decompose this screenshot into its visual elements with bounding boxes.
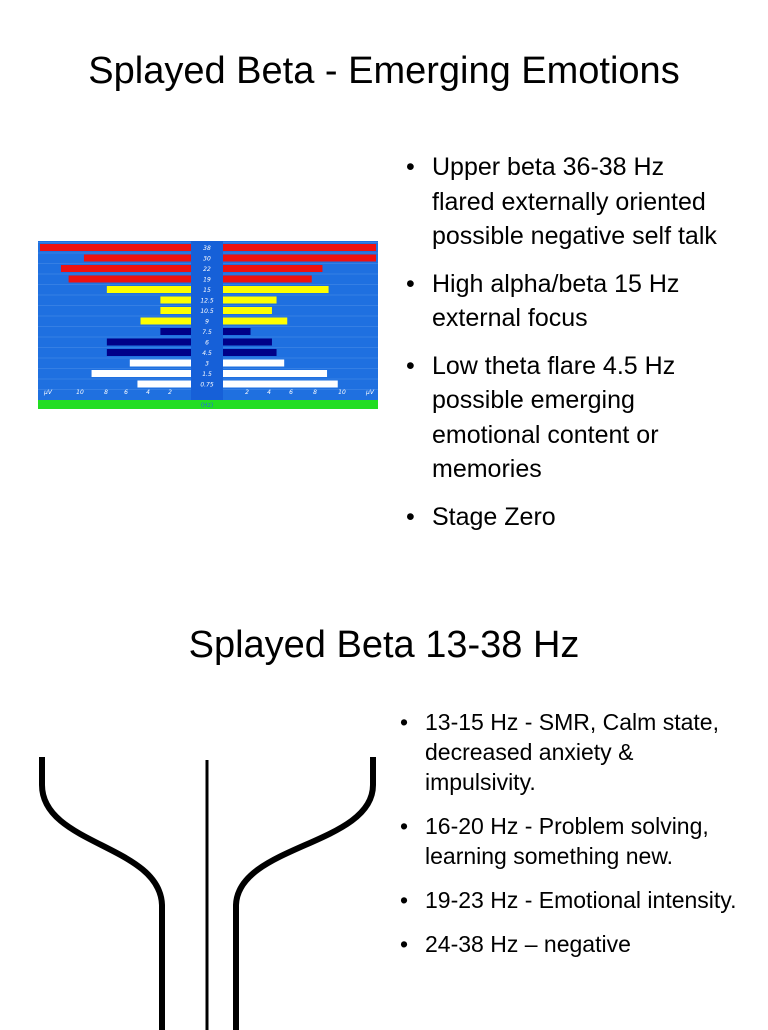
bar-left-38hz bbox=[40, 244, 191, 251]
bar-left-30hz bbox=[84, 255, 191, 262]
x-tick-right: µV bbox=[366, 389, 374, 396]
x-tick-left: 4 bbox=[146, 389, 150, 396]
bullet-problem-solving: • 16-20 Hz - Problem solving, learning something new. bbox=[425, 811, 745, 871]
bar-left-12.5hz bbox=[160, 297, 191, 304]
freq-label-12.5: 12.5 bbox=[200, 297, 214, 305]
eeg-spectrum-chart bbox=[38, 241, 378, 409]
bar-right-4.5hz bbox=[223, 349, 277, 356]
freq-label-10.5: 10.5 bbox=[200, 308, 214, 315]
freq-label-1.5: 1.5 bbox=[202, 371, 212, 378]
x-tick-right: 6 bbox=[289, 389, 293, 396]
bar-right-1.5hz bbox=[223, 370, 327, 377]
slide-title-splayed-beta: Splayed Beta 13-38 Hz bbox=[188, 624, 580, 666]
bullet-emotional-intensity: • 19-23 Hz - Emotional intensity. bbox=[425, 885, 745, 915]
x-tick-right: 8 bbox=[313, 389, 317, 396]
freq-label-0.75: 0.75 bbox=[200, 381, 214, 389]
freq-label-19: 19 bbox=[203, 276, 211, 284]
x-tick-right: 4 bbox=[267, 389, 271, 396]
x-tick-left: 2 bbox=[168, 389, 172, 396]
freq-label-30: 30 bbox=[203, 255, 211, 263]
bullet-list-slide2 bbox=[425, 707, 745, 973]
bar-right-9hz bbox=[223, 318, 287, 325]
freq-label-6: 6 bbox=[205, 339, 209, 347]
bar-right-22hz bbox=[223, 265, 322, 272]
x-tick-left: 8 bbox=[104, 389, 108, 396]
freq-label-7.5: 7.5 bbox=[202, 329, 212, 336]
freq-label-3: 3 bbox=[205, 360, 209, 368]
splayed-beta-curves-diagram bbox=[30, 755, 390, 1030]
center-axis-label: (Hz) bbox=[200, 402, 214, 409]
bar-right-3hz bbox=[223, 360, 284, 367]
bar-left-4.5hz bbox=[107, 349, 191, 356]
bar-left-3hz bbox=[130, 360, 191, 367]
x-tick-right: 2 bbox=[245, 389, 249, 396]
bar-left-22hz bbox=[61, 265, 191, 272]
bar-left-15hz bbox=[107, 286, 191, 293]
freq-label-38: 38 bbox=[203, 245, 211, 252]
bar-right-19hz bbox=[223, 276, 312, 283]
bar-left-6hz bbox=[107, 339, 191, 346]
bar-right-15hz bbox=[223, 286, 329, 293]
bar-left-0.75hz bbox=[137, 381, 191, 388]
bar-left-19hz bbox=[69, 276, 191, 283]
bar-left-9hz bbox=[141, 318, 191, 325]
bullet-upper-beta: • Upper beta 36-38 Hz flared externally oriented possible negative self talk bbox=[432, 150, 732, 254]
x-tick-left: µV bbox=[44, 389, 52, 396]
freq-label-4.5: 4.5 bbox=[202, 350, 212, 357]
bar-left-1.5hz bbox=[92, 370, 191, 377]
bar-right-10.5hz bbox=[223, 307, 272, 314]
bar-right-38hz bbox=[223, 244, 376, 251]
bar-left-10.5hz bbox=[160, 307, 191, 314]
freq-label-9: 9 bbox=[205, 318, 209, 326]
slide-title-emerging-emotions: Splayed Beta - Emerging Emotions bbox=[88, 50, 680, 92]
bullet-low-theta: • Low theta flare 4.5 Hz possible emerging emotional content or memories bbox=[432, 349, 732, 487]
freq-label-22: 22 bbox=[203, 266, 211, 273]
bar-right-6hz bbox=[223, 339, 272, 346]
x-tick-left: 6 bbox=[124, 389, 128, 396]
bar-right-0.75hz bbox=[223, 381, 338, 388]
bullet-high-alpha-beta: • High alpha/beta 15 Hz external focus bbox=[432, 267, 732, 336]
bullet-negative: • 24-38 Hz – negative bbox=[425, 929, 745, 959]
freq-label-15: 15 bbox=[203, 287, 211, 294]
right-curve bbox=[236, 760, 373, 1030]
bar-right-7.5hz bbox=[223, 328, 251, 335]
bar-left-7.5hz bbox=[160, 328, 191, 335]
bullet-list-slide1 bbox=[432, 150, 732, 547]
bullet-stage-zero: • Stage Zero bbox=[432, 500, 732, 535]
bar-right-30hz bbox=[223, 255, 376, 262]
left-curve bbox=[42, 760, 162, 1030]
bar-right-12.5hz bbox=[223, 297, 277, 304]
bullet-smr: • 13-15 Hz - SMR, Calm state, decreased anxiety & impulsivity. bbox=[425, 707, 745, 797]
x-tick-right: 10 bbox=[338, 389, 346, 396]
x-tick-left: 10 bbox=[76, 389, 84, 396]
